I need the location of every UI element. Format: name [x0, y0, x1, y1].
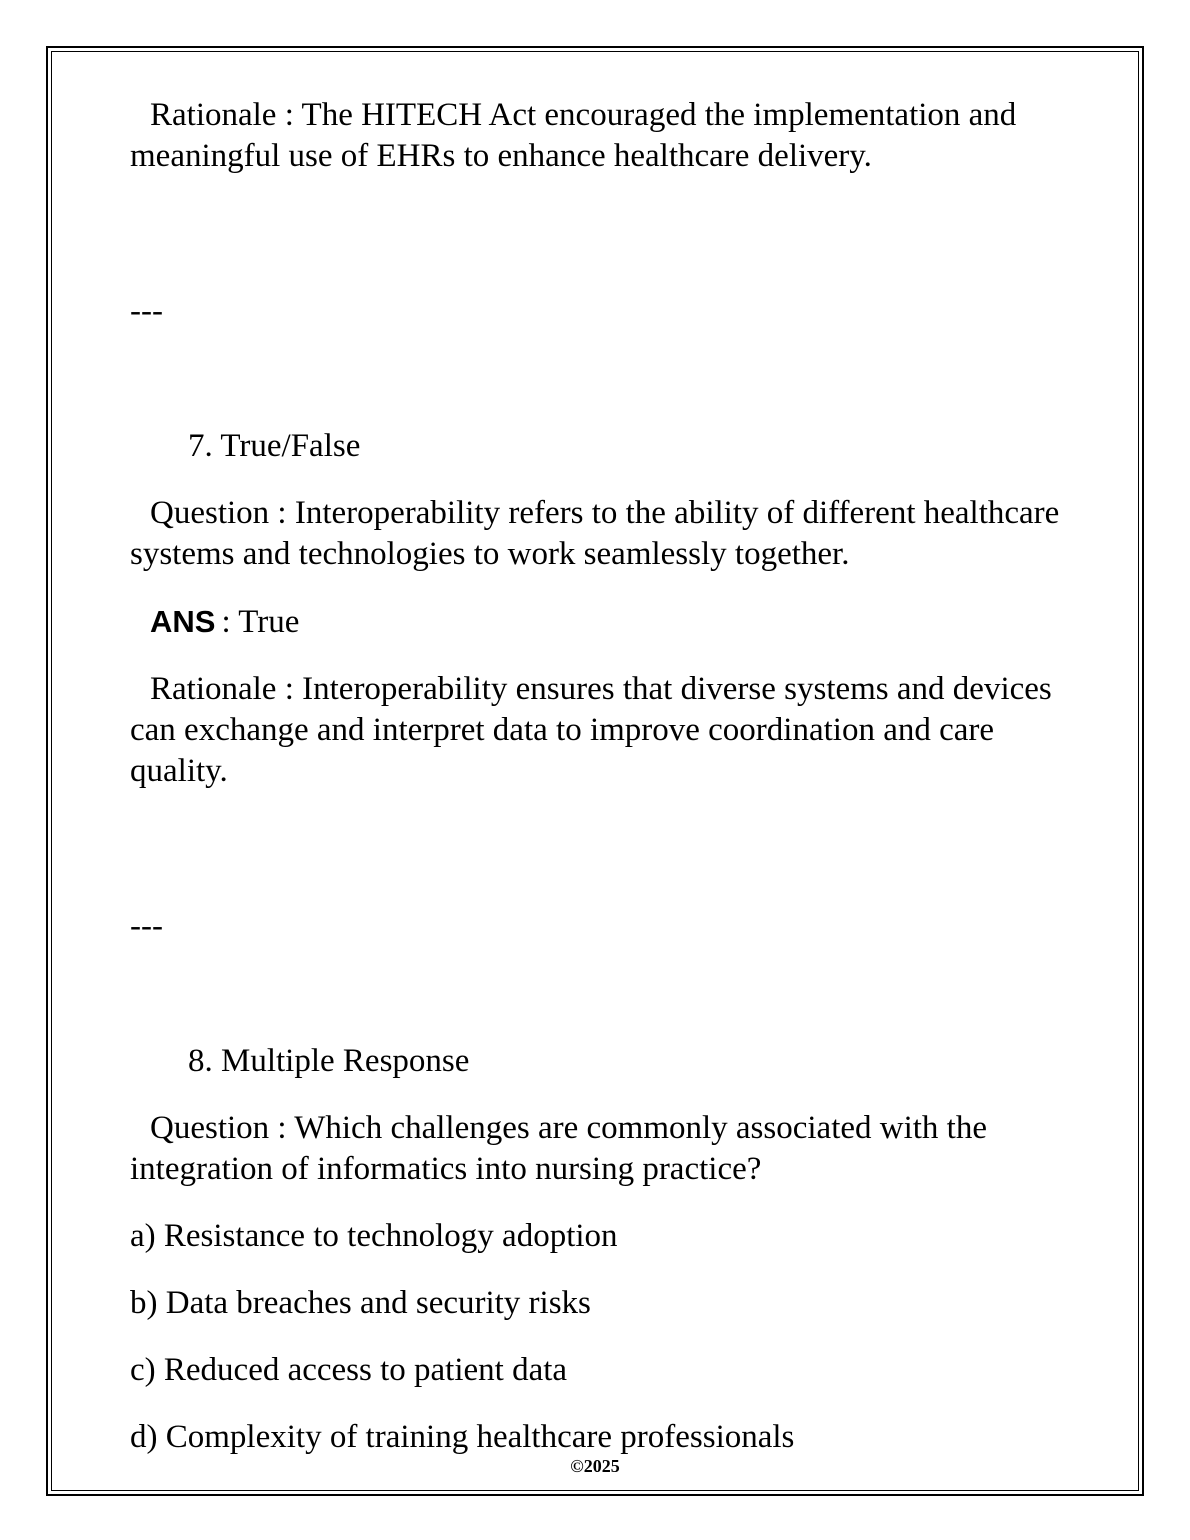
copyright-footer: ©2025: [570, 1456, 620, 1476]
rationale-text: : The HITECH Act encouraged the implementation and meaningful use of EHRs to enhance healthcare delivery.: [130, 97, 1017, 174]
section-separator: ---: [130, 293, 163, 329]
option-d: d) Complexity of training healthcare professionals: [130, 1419, 795, 1455]
section-separator: ---: [130, 908, 163, 944]
rationale-text: : Interoperability ensures that diverse systems and devices can exchange and interpret data to improve coordination and care quality.: [130, 671, 1052, 789]
question-heading-8: 8. Multiple Response: [188, 1043, 470, 1079]
answer-label: ANS: [150, 604, 216, 639]
rationale-paragraph-q6: [130, 95, 1070, 177]
answer-paragraph-7: [130, 601, 1070, 643]
answer-text: : True: [221, 604, 300, 640]
question-text: : Which challenges are commonly associated with the integration of informatics into nursing practice?: [130, 1110, 988, 1187]
question-heading-7: 7. True/False: [188, 428, 361, 464]
option-b: b) Data breaches and security risks: [130, 1285, 591, 1321]
question-text: : Interoperability refers to the ability of different healthcare systems and technologies to work seamlessly together.: [130, 495, 1060, 572]
rationale-label: Rationale: [150, 671, 277, 707]
option-a: a) Resistance to technology adoption: [130, 1218, 618, 1254]
document-body: [130, 95, 1070, 1458]
rationale-paragraph-7: [130, 669, 1070, 792]
question-paragraph-7: [130, 493, 1070, 575]
rationale-label: Rationale: [150, 97, 277, 133]
question-label: Question: [150, 495, 270, 531]
question-paragraph-8: [130, 1108, 1070, 1190]
option-c: c) Reduced access to patient data: [130, 1352, 568, 1388]
question-label: Question: [150, 1110, 270, 1146]
